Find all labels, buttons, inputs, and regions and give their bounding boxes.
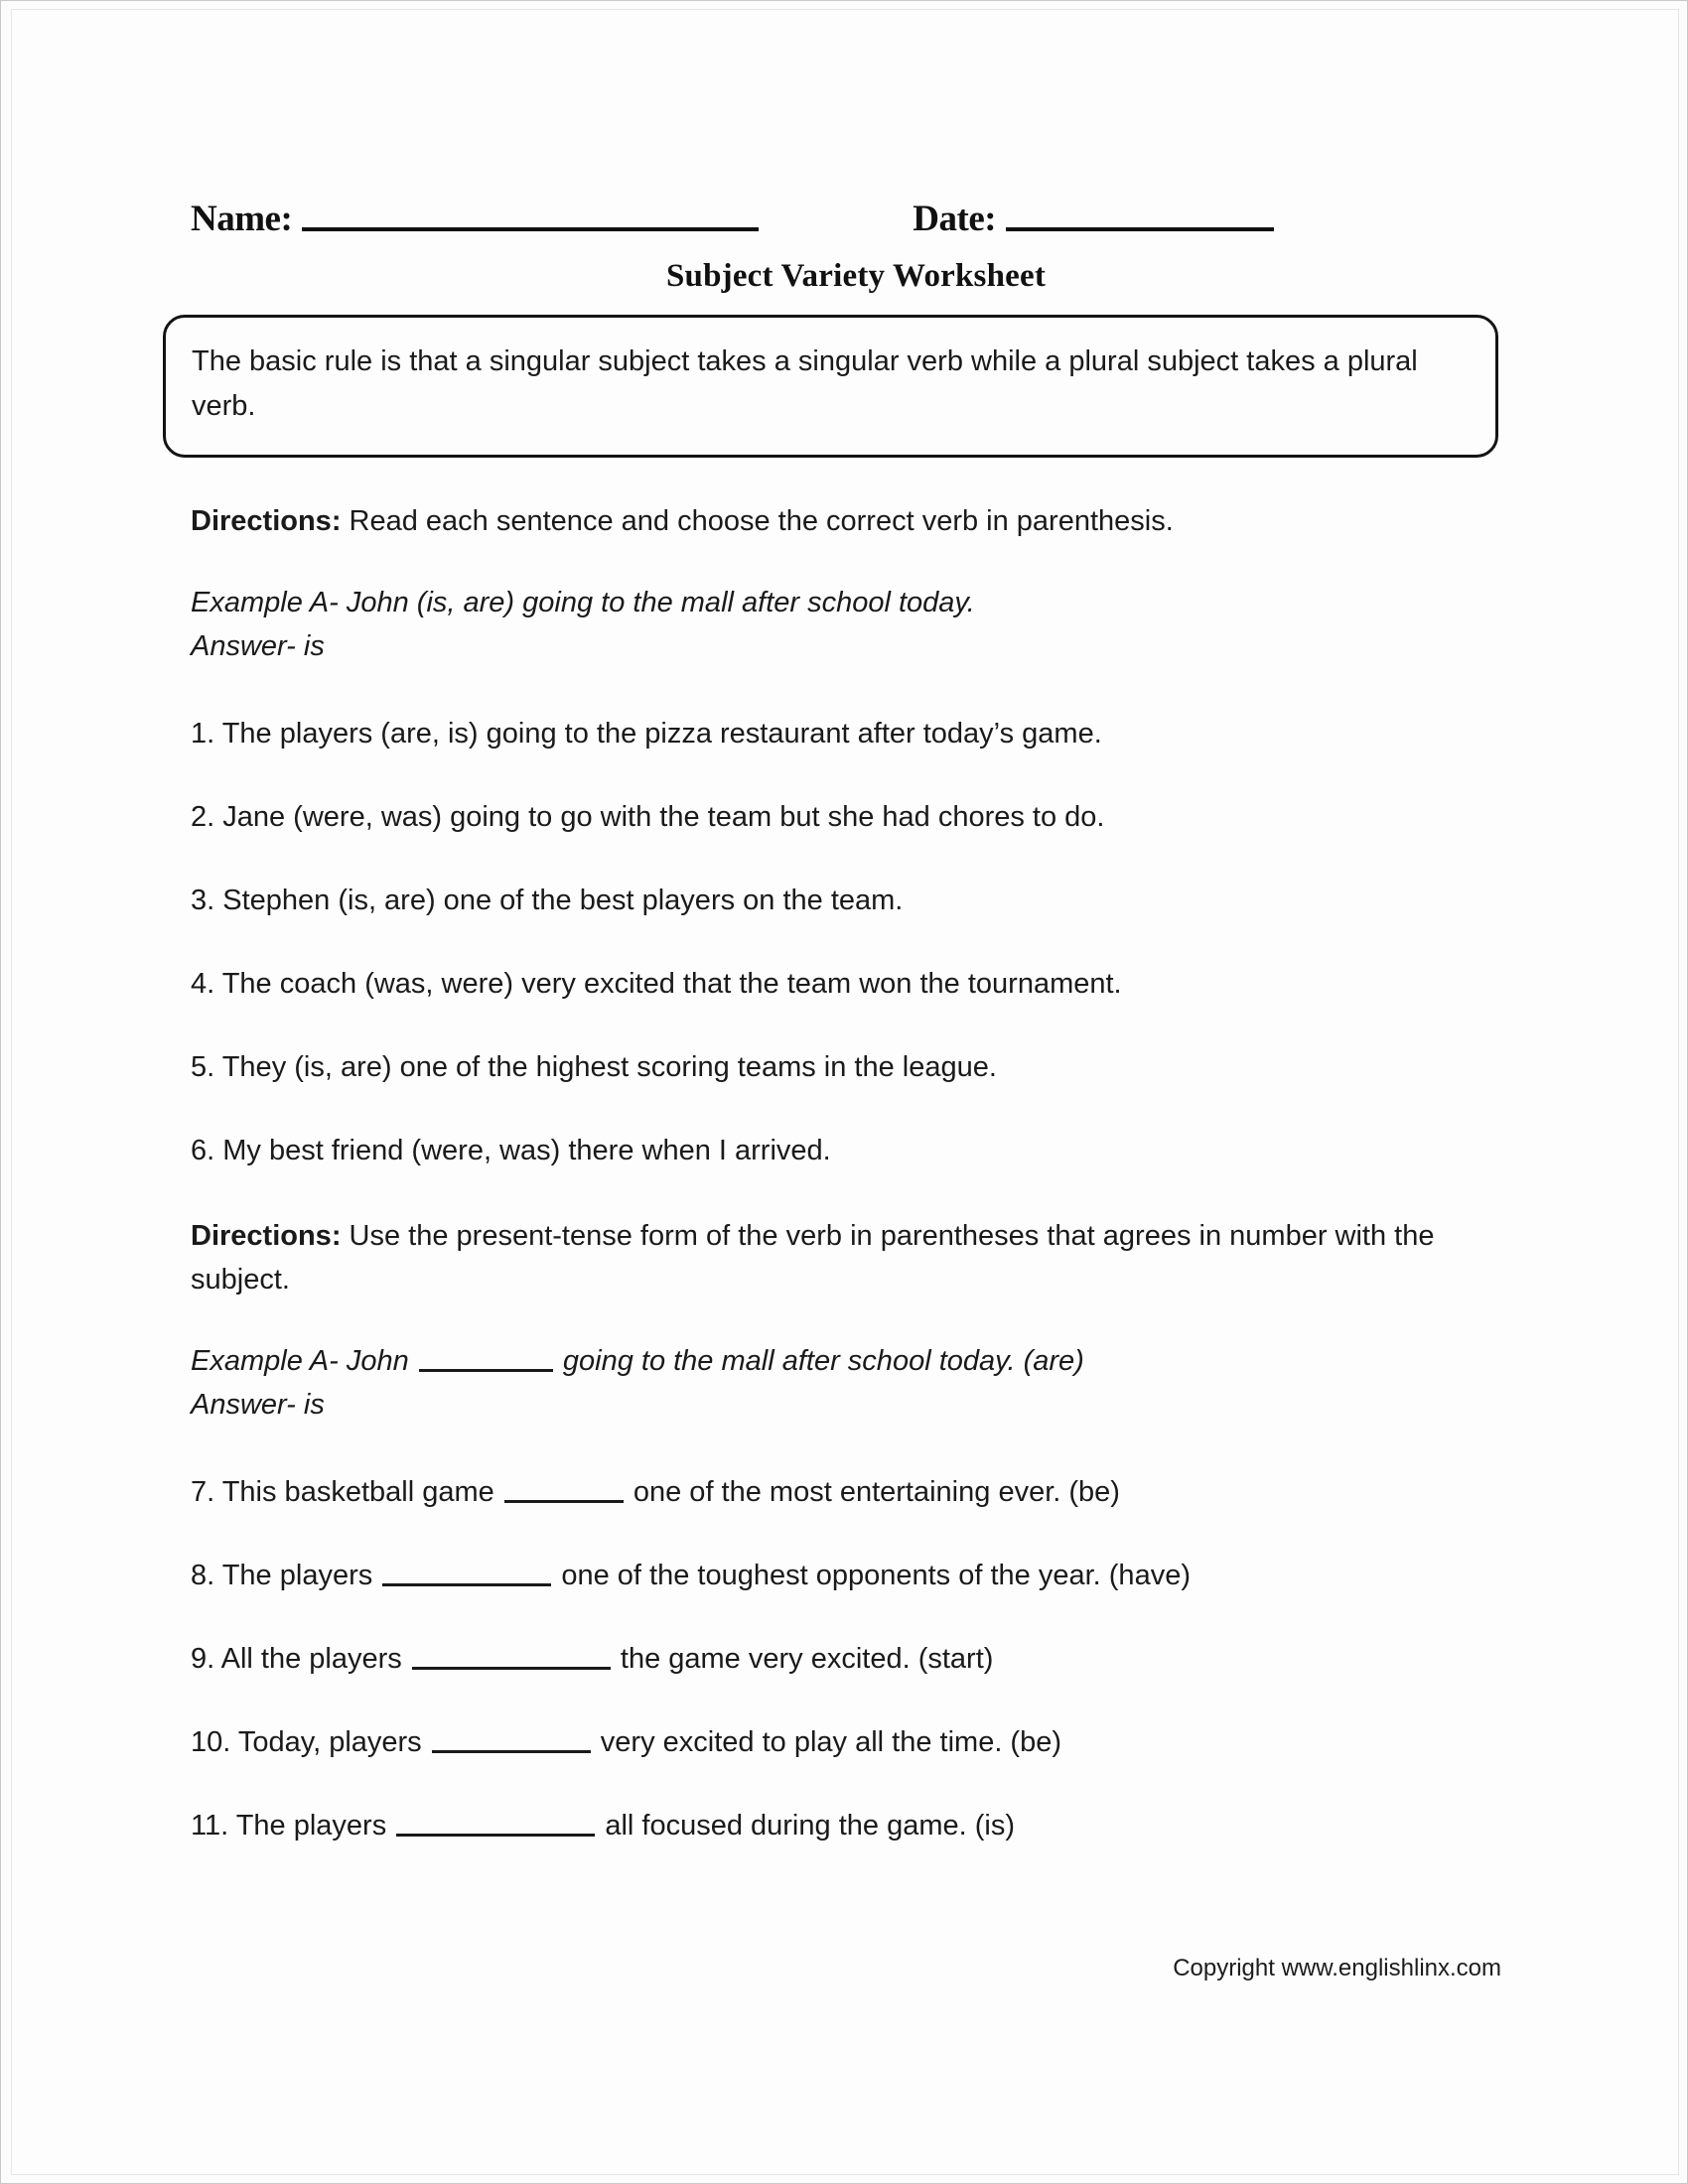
question-item bbox=[191, 1470, 1521, 1514]
name-label: Name: bbox=[191, 199, 293, 239]
directions-two-text: Use the present-tense form of the verb in parentheses that agrees in number with the subject. bbox=[191, 1220, 1435, 1296]
question-item: 4. The coach (was, were) very excited that the team won the tournament. bbox=[191, 968, 1122, 1000]
directions-one-lead: Directions: bbox=[191, 505, 342, 537]
question-item bbox=[191, 1554, 1521, 1597]
copyright-notice: Copyright www.englishlinx.com bbox=[1173, 1955, 1501, 1981]
question-item: 6. My best friend (were, was) there when I arrived. bbox=[191, 1135, 831, 1166]
worksheet-sheet bbox=[11, 9, 1679, 2175]
directions-two-lead: Directions: bbox=[191, 1220, 342, 1252]
name-input-line[interactable] bbox=[302, 227, 759, 231]
question-prefix: 9. All the players bbox=[191, 1643, 410, 1675]
question-item: 3. Stephen (is, are) one of the best players on the team. bbox=[191, 885, 904, 916]
question-item: 5. They (is, are) one of the highest scoring teams in the league. bbox=[191, 1051, 997, 1083]
example-two-suffix: going to the mall after school today. (are) bbox=[554, 1345, 1084, 1377]
question-item bbox=[191, 1720, 1521, 1764]
question-item: 2. Jane (were, was) going to go with the team but she had chores to do. bbox=[191, 801, 1105, 833]
question-suffix: one of the most entertaining ever. (be) bbox=[625, 1476, 1120, 1508]
question-prefix: 10. Today, players bbox=[191, 1726, 430, 1758]
question-item: 1. The players (are, is) going to the pizza restaurant after today’s game. bbox=[191, 718, 1102, 750]
question-item bbox=[191, 1637, 1521, 1681]
question-suffix: one of the toughest opponents of the year. (have) bbox=[553, 1560, 1191, 1591]
question-item bbox=[191, 1804, 1521, 1847]
question-prefix: 8. The players bbox=[191, 1560, 381, 1591]
question-suffix: the game very excited. (start) bbox=[612, 1643, 994, 1675]
answer-blank[interactable] bbox=[432, 1726, 591, 1753]
directions-one bbox=[191, 499, 1521, 543]
date-label: Date: bbox=[913, 199, 997, 239]
answer-blank[interactable] bbox=[412, 1643, 611, 1670]
example-two-answer: Answer- is bbox=[191, 1389, 325, 1421]
directions-two bbox=[191, 1214, 1521, 1301]
worksheet-content bbox=[191, 184, 1521, 1847]
answer-blank[interactable] bbox=[504, 1476, 624, 1503]
example-two bbox=[191, 1339, 1521, 1427]
example-two-blank[interactable] bbox=[419, 1345, 553, 1372]
directions-one-text: Read each sentence and choose the correct verb in parenthesis. bbox=[341, 505, 1174, 537]
page-title: Subject Variety Worksheet bbox=[665, 258, 1047, 294]
question-suffix: all focused during the game. (is) bbox=[597, 1810, 1015, 1842]
rule-box-text: The basic rule is that a singular subject takes a singular verb while a plural subject takes a plural verb. bbox=[192, 345, 1418, 422]
question-suffix: very excited to play all the time. (be) bbox=[592, 1726, 1062, 1758]
answer-blank[interactable] bbox=[382, 1560, 551, 1586]
example-one-answer: Answer- is bbox=[191, 630, 325, 662]
example-two-prefix: Example A- John bbox=[191, 1345, 417, 1377]
rule-box bbox=[163, 315, 1498, 458]
date-input-line[interactable] bbox=[1006, 227, 1274, 231]
example-one bbox=[191, 581, 1521, 668]
name-date-row bbox=[191, 184, 1521, 239]
answer-blank[interactable] bbox=[396, 1810, 595, 1837]
example-one-prompt: Example A- John (is, are) going to the mall after school today. bbox=[191, 587, 975, 618]
question-prefix: 7. This basketball game bbox=[191, 1476, 502, 1508]
question-prefix: 11. The players bbox=[191, 1810, 395, 1842]
